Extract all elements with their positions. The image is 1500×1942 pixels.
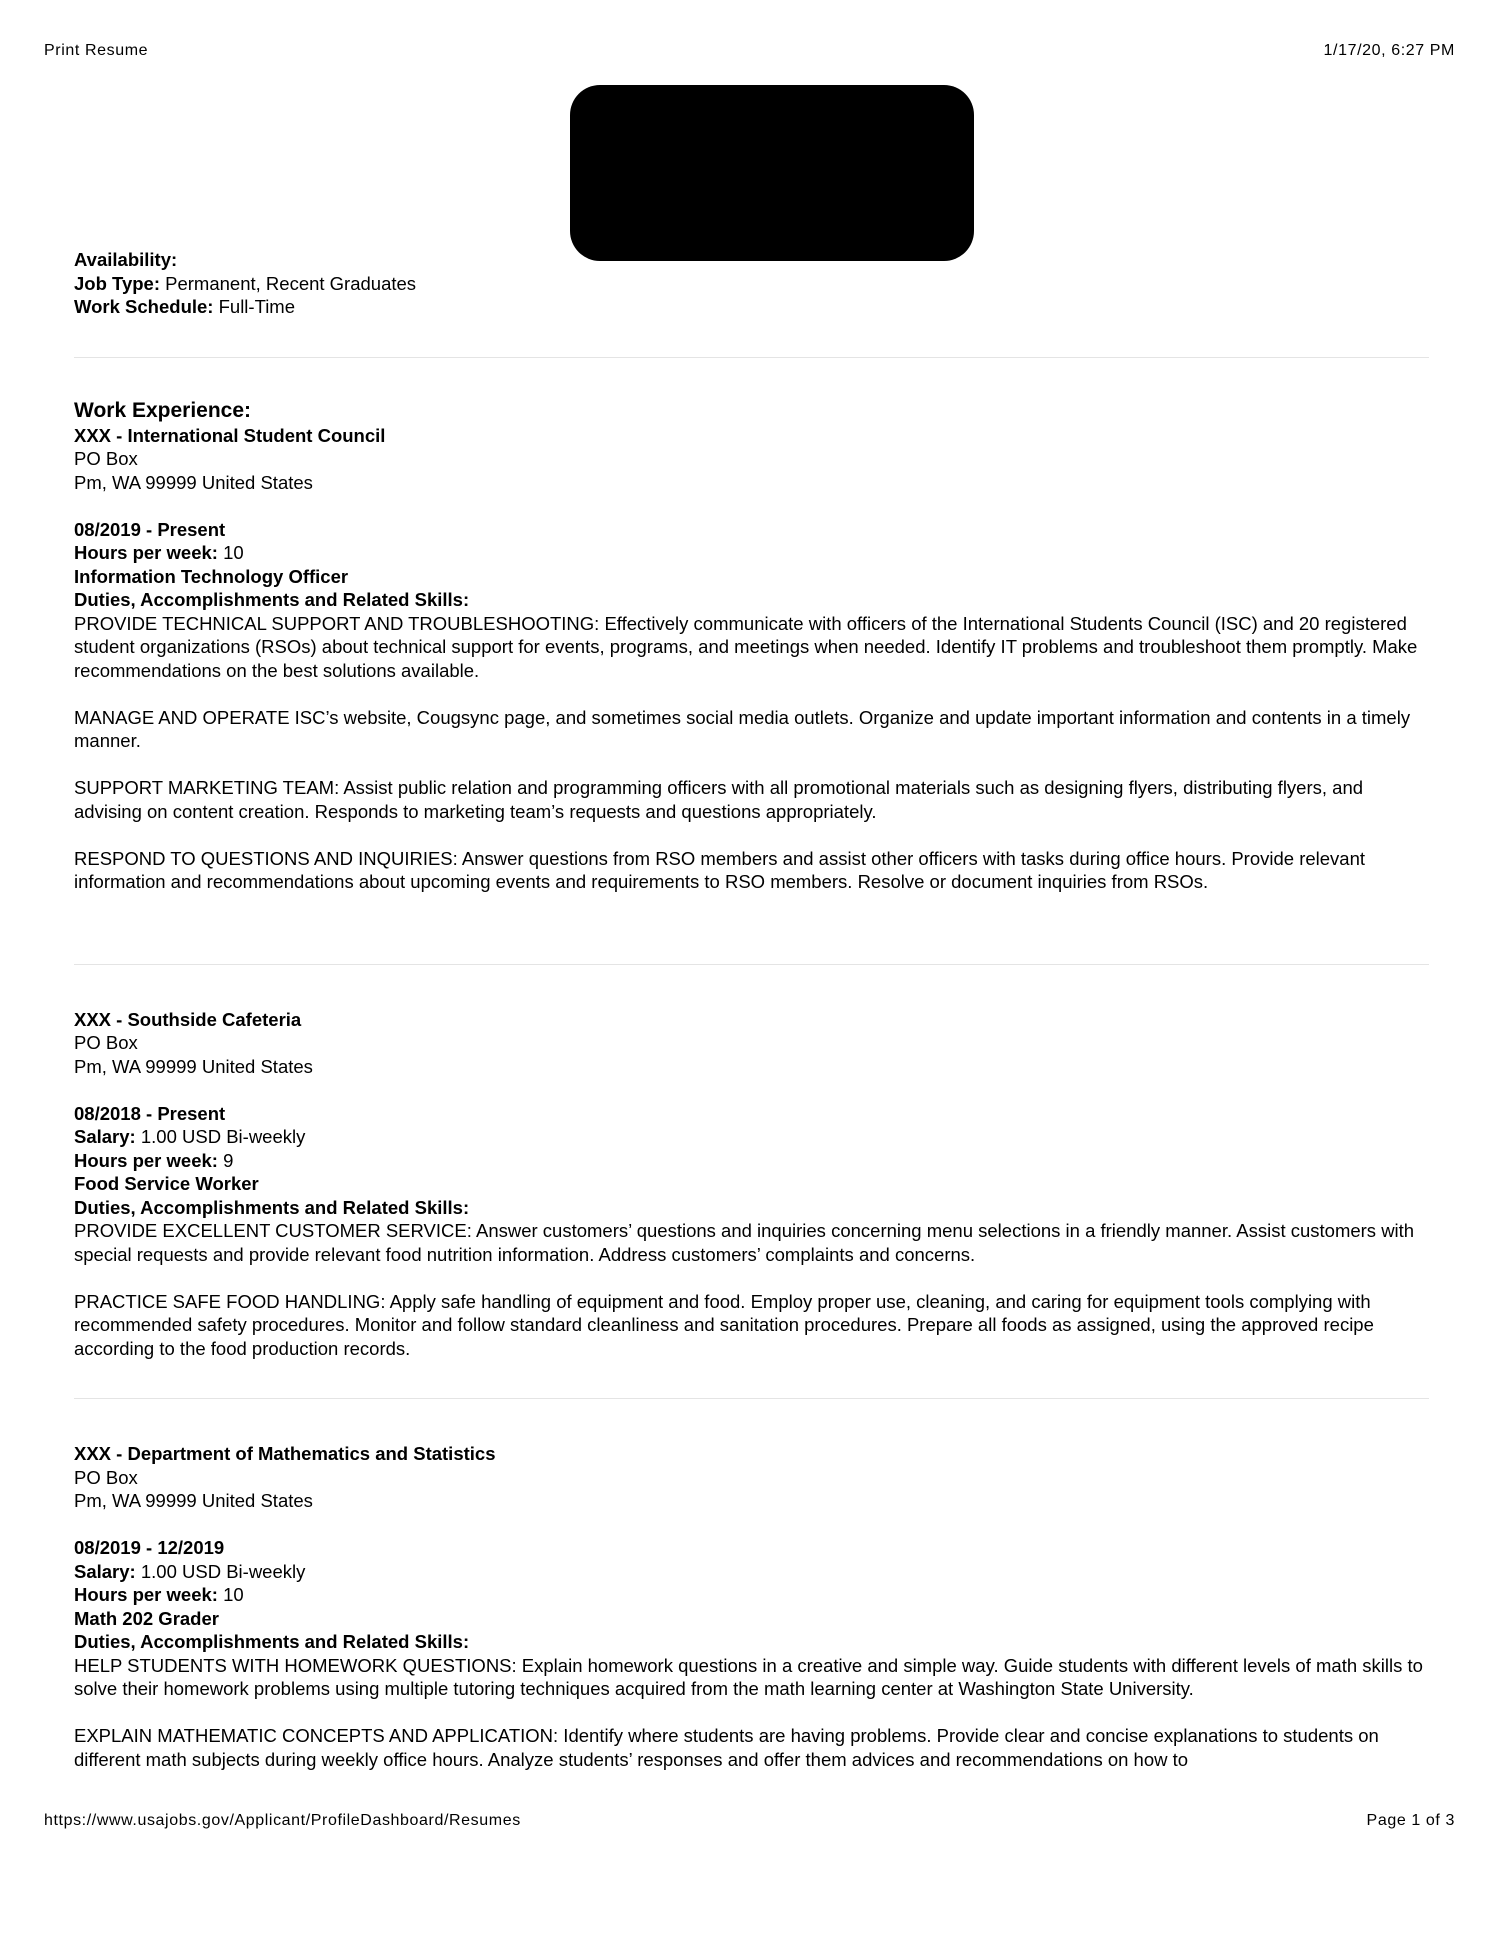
print-header-timestamp: 1/17/20, 6:27 PM: [1323, 42, 1455, 59]
job-entry: [74, 1442, 1429, 1771]
duty-paragraph: MANAGE AND OPERATE ISC’s website, Cougsync page, and sometimes social media outlets. Organize and update important information and contents in a timely manner.: [74, 706, 1411, 751]
job-dates: 08/2019 - 12/2019: [74, 1537, 225, 1558]
duty-paragraph: EXPLAIN MATHEMATIC CONCEPTS AND APPLICATION: Identify where students are having problems. Provide clear and concise explanations to students on different math subjects during weekly office hours. Analyze students’ responses and offer them advices and recommendations on how to: [74, 1725, 1379, 1770]
employer-name: XXX - Department of Mathematics and Statistics: [74, 1443, 496, 1464]
employer-address-line2: Pm, WA 99999 United States: [74, 1490, 313, 1511]
employer-address-line1: PO Box: [74, 1466, 138, 1488]
hours-label: Hours per week:: [74, 542, 218, 563]
employer-address-line1: PO Box: [74, 1032, 138, 1053]
duty-paragraph: PROVIDE EXCELLENT CUSTOMER SERVICE: Answer customers’ questions and inquiries concerning menu selections in a friendly manner. Assist customers with special requests and provide relevant food nutrition information. Address customers’ complaints and concerns.: [74, 1220, 1415, 1265]
job-type-value: Permanent, Recent Graduates: [165, 272, 417, 294]
work-schedule-value: Full-Time: [218, 296, 296, 317]
hours-value: 10: [223, 542, 244, 563]
salary-label: Salary:: [74, 1126, 136, 1147]
print-footer-url: https://www.usajobs.gov/Applicant/ProfileDashboard/Resumes: [44, 1812, 521, 1829]
job-title: Information Technology Officer: [74, 565, 349, 587]
employer-address-line2: Pm, WA 99999 United States: [74, 1055, 313, 1077]
salary-value: 1.00 USD Bi-weekly: [140, 1560, 306, 1582]
salary-row: [74, 1125, 1429, 1149]
duties-label: Duties, Accomplishments and Related Skills:: [74, 1196, 470, 1218]
job-dates: 08/2018 - Present: [74, 1102, 226, 1124]
print-footer-page-number: Page 1 of 3: [1366, 1812, 1455, 1829]
redaction-block: [570, 85, 974, 261]
hours-value: 9: [223, 1149, 234, 1171]
availability-label: Availability:: [74, 249, 178, 270]
salary-row: [74, 1560, 1429, 1584]
duty-paragraph: HELP STUDENTS WITH HOMEWORK QUESTIONS: Explain homework questions in a creative and simple way. Guide students with different levels of math skills to solve their homework problems using multiple tutoring techniques acquired from the math learning center at Washington State University.: [74, 1654, 1423, 1699]
employer-address-line1: PO Box: [74, 448, 138, 469]
hours-row: [74, 1583, 1429, 1607]
duties-label: Duties, Accomplishments and Related Skills:: [74, 1631, 470, 1652]
resume-content: [74, 248, 1429, 1771]
hours-value: 10: [223, 1584, 244, 1605]
salary-value: 1.00 USD Bi-weekly: [140, 1126, 306, 1147]
job-dates: 08/2019 - Present: [74, 518, 226, 540]
duties-label: Duties, Accomplishments and Related Skills:: [74, 589, 470, 610]
work-experience-title: Work Experience:: [74, 398, 252, 422]
work-schedule-label: Work Schedule:: [74, 296, 214, 317]
hours-row: [74, 1149, 1429, 1173]
duty-paragraph: PRACTICE SAFE FOOD HANDLING: Apply safe handling of equipment and food. Employ proper use, cleaning, and caring for equipment tools complying with recommended safety procedures. Monitor and follow standard cleanliness and sanitation procedures. Prepare all foods as assigned, using the approved recipe according to the food production records.: [74, 1290, 1374, 1359]
employer-address-line2: Pm, WA 99999 United States: [74, 471, 313, 493]
job-title: Food Service Worker: [74, 1173, 259, 1194]
hours-row: [74, 541, 1429, 565]
employer-name: XXX - Southside Cafeteria: [74, 1008, 302, 1030]
job-entry: [74, 1008, 1429, 1361]
work-schedule-row: [74, 295, 1429, 319]
duty-paragraph: PROVIDE TECHNICAL SUPPORT AND TROUBLESHOOTING: Effectively communicate with officers of the International Students Council (ISC) and 20 registered student organizations (RSOs) about technical support for events, programs, and meetings when needed. Identify IT problems and troubleshoot them promptly. Make recommendations on the best solutions available.: [74, 612, 1418, 681]
availability-section: [74, 248, 1429, 319]
salary-label: Salary:: [74, 1560, 136, 1582]
print-header-title: Print Resume: [44, 42, 149, 59]
hours-label: Hours per week:: [74, 1584, 218, 1605]
job-type-row: [74, 272, 1429, 296]
duty-paragraph: SUPPORT MARKETING TEAM: Assist public relation and programming officers with all promotional materials such as designing flyers, distributing flyers, and advising on content creation. Responds to marketing team’s requests and questions appropriately.: [74, 777, 1364, 822]
job-entry: [74, 398, 1429, 894]
employer-name: XXX - International Student Council: [74, 424, 386, 446]
job-type-label: Job Type:: [74, 272, 160, 294]
job-title: Math 202 Grader: [74, 1607, 219, 1629]
hours-label: Hours per week:: [74, 1149, 218, 1171]
duty-paragraph: RESPOND TO QUESTIONS AND INQUIRIES: Answer questions from RSO members and assist other officers with tasks during office hours. Provide relevant information and recommendations about upcoming events and requirements to RSO members. Resolve or document inquiries from RSOs.: [74, 847, 1366, 892]
